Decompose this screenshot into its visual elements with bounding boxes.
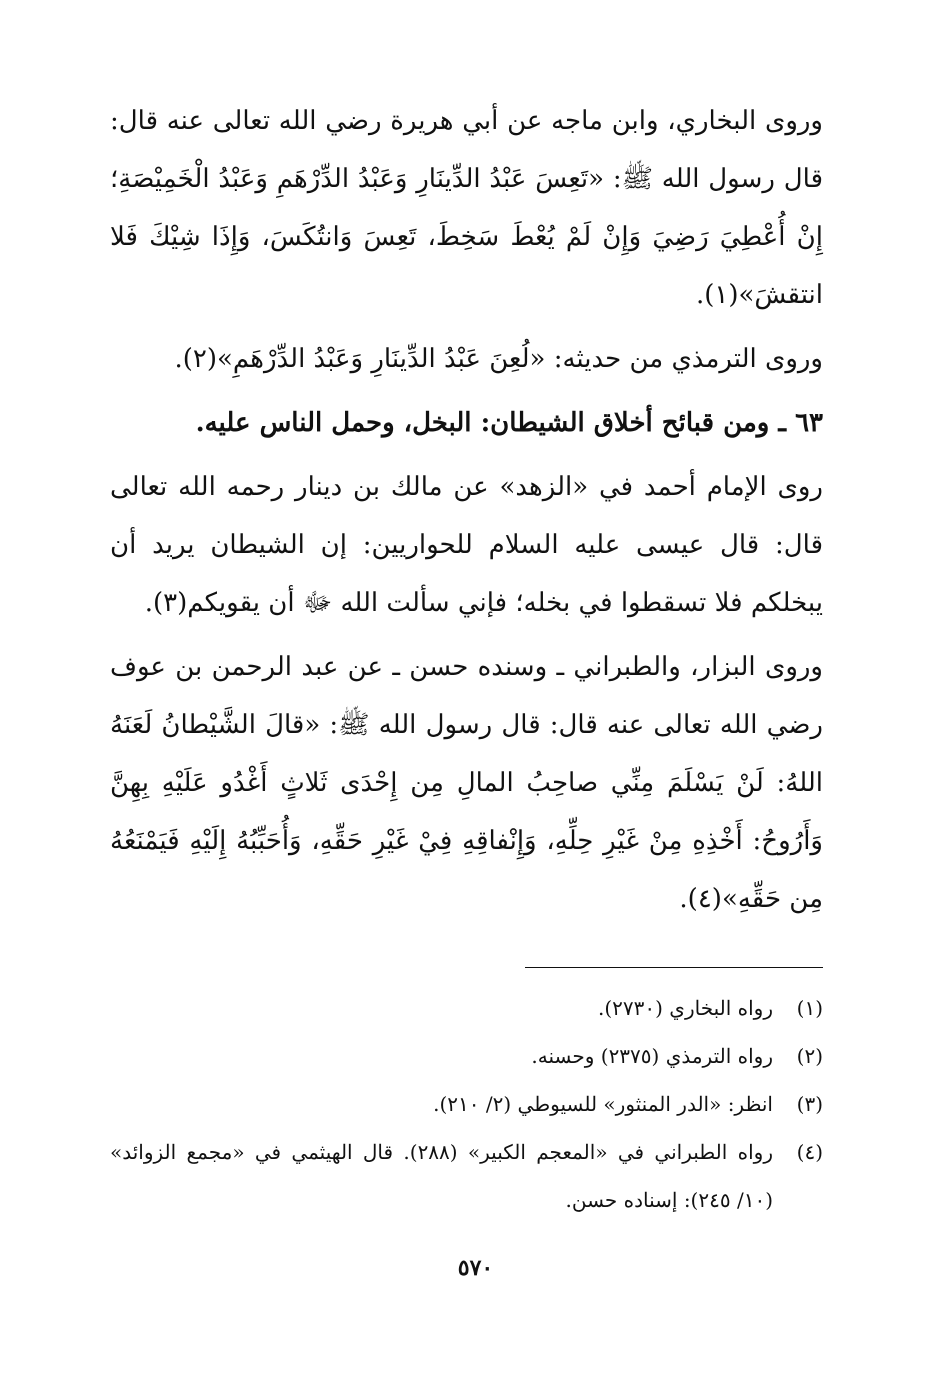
footnote-text: رواه البخاري (٢٧٣٠). (597, 996, 773, 1020)
section-heading: ٦٣ ـ ومن قبائح أخلاق الشيطان: البخل، وحمل الناس عليه. (195, 408, 823, 438)
paragraph-1: وروى البخاري، وابن ماجه عن أبي هريرة رضي الله تعالى عنه قال: قال رسول الله ﷺ: «تَعِسَ عَبْدُ الدِّينَارِ وَعَبْدُ الدِّرْهَمِ وَعَبْدُ الْخَمِيْصَةِ؛ إِنْ أُعْطِيَ رَضِيَ وَإِنْ لَمْ يُعْطَ سَخِطَ، تَعِسَ وَانتُكَسَ، وَإِذَا شِيْكَ فَلا انتقشَ»(١). (110, 106, 823, 310)
footnote-2 (110, 1032, 823, 1080)
footnote-text: رواه الترمذي (٢٣٧٥) وحسنه. (531, 1044, 773, 1068)
footnote-number: (٤) (796, 1140, 823, 1164)
footnote-text: انظر: «الدر المنثور» للسيوطي (٢/ ٢١٠). (433, 1092, 773, 1116)
paragraph-2: وروى الترمذي من حديثه: «لُعِنَ عَبْدُ الدِّينَارِ وَعَبْدُ الدِّرْهَمِ»(٢). (174, 344, 823, 374)
page-number: ٥٧٠ (457, 1255, 494, 1281)
footnote-number: (١) (796, 996, 823, 1020)
footnote-1 (110, 984, 823, 1032)
footnotes (110, 984, 823, 1224)
footnote-3 (110, 1080, 823, 1128)
footnote-4 (110, 1128, 823, 1224)
paragraph-4: وروى البزار، والطبراني ـ وسنده حسن ـ عن عبد الرحمن بن عوف رضي الله تعالى عنه قال: قال رسول الله ﷺ: «قالَ الشَّيْطانُ لَعَنَهُ اللهُ: لَنْ يَسْلَمَ مِنِّي صاحِبُ المالِ مِن إِحْدَى ثَلاثٍ أَغْدُو عَلَيْهِ بِهِنَّ وَأَرُوحُ: أَخْذِهِ مِنْ غَيْرِ حِلِّهِ، وَإِنْفاقِهِ فِيْ غَيْرِ حَقِّهِ، وَأُحَبِّبُهُ إِلَيْهِ فَيَمْنَعُهُ مِن حَقِّهِ»(٤). (110, 652, 823, 914)
paragraph-3: روى الإمام أحمد في «الزهد» عن مالك بن دينار رحمه الله تعالى قال: قال عيسى عليه السلام للحواريين: إن الشيطان يريد أن يبخلكم فلا تسقطوا في بخله؛ فإني سألت الله ﷻ أن يقويكم(٣). (110, 472, 823, 618)
footnote-number: (٢) (796, 1044, 823, 1068)
footnote-number: (٣) (796, 1092, 823, 1116)
main-text (110, 92, 823, 928)
footnote-text: رواه الطبراني في «المعجم الكبير» (٢٨٨). قال الهيثمي في «مجمع الزوائد» (١٠/ ٢٤٥): إسناده حسن. (110, 1140, 773, 1212)
footnote-separator (525, 967, 823, 968)
